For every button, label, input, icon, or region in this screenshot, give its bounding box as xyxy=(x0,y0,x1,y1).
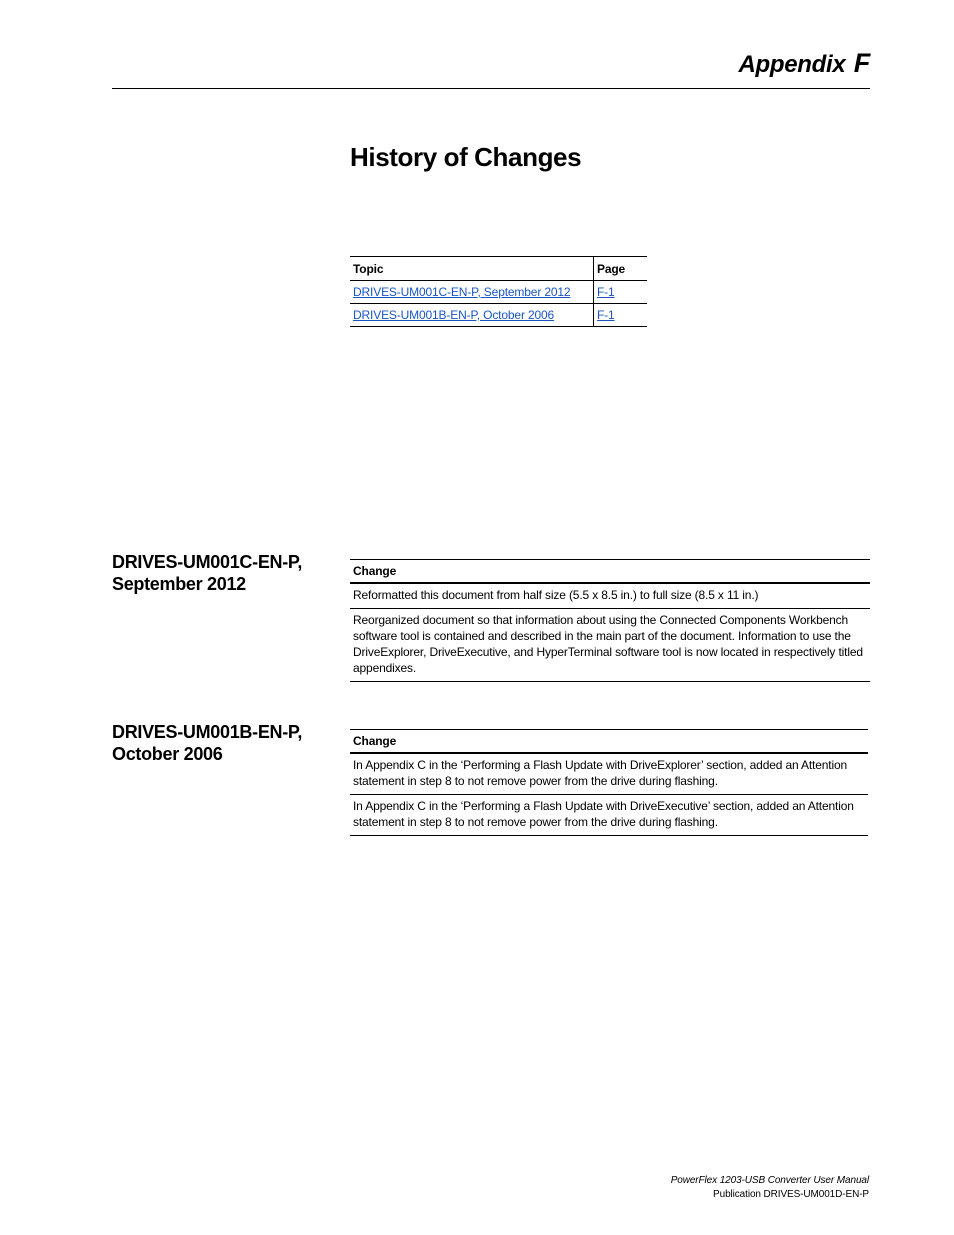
section-heading-line1: DRIVES-UM001B-EN-P, xyxy=(112,722,303,742)
change-column-header: Change xyxy=(350,560,870,584)
section-heading-um001c xyxy=(112,551,332,595)
page-title: History of Changes xyxy=(350,142,582,172)
table-row xyxy=(350,609,870,682)
section-heading-line2: September 2012 xyxy=(112,574,246,594)
table-row xyxy=(350,281,647,304)
section-heading-line1: DRIVES-UM001C-EN-P, xyxy=(112,552,303,572)
topic-column-header: Topic xyxy=(350,257,594,281)
page-link-um001b[interactable]: F-1 xyxy=(597,308,615,322)
table-row xyxy=(350,304,647,327)
change-table-um001b xyxy=(350,729,868,836)
appendix-heading xyxy=(738,48,870,79)
change-table-um001c xyxy=(350,559,870,682)
change-column-header: Change xyxy=(350,730,868,754)
topic-link-um001c[interactable]: DRIVES-UM001C-EN-P, September 2012 xyxy=(353,285,571,299)
page-column-header: Page xyxy=(594,257,648,281)
appendix-word: Appendix xyxy=(738,51,846,78)
topic-link-um001b[interactable]: DRIVES-UM001B-EN-P, October 2006 xyxy=(353,308,555,322)
section-heading-um001b xyxy=(112,721,332,765)
change-entry: In Appendix C in the ‘Performing a Flash Update with DriveExecutive’ section, added an Attention statement in step 8 to not remove power from the drive during flashing. xyxy=(350,795,868,836)
change-entry: In Appendix C in the ‘Performing a Flash Update with DriveExplorer’ section, added an Attention statement in step 8 to not remove power from the drive during flashing. xyxy=(350,753,868,795)
appendix-letter: F xyxy=(853,48,870,78)
page-link-um001c[interactable]: F-1 xyxy=(597,285,615,299)
table-row xyxy=(350,583,870,609)
footer-manual-title: PowerFlex 1203-USB Converter User Manual xyxy=(670,1175,869,1186)
section-heading-line2: October 2006 xyxy=(112,744,223,764)
change-entry: Reorganized document so that information about using the Connected Components Workbench software tool is contained and described in the main part of the document. Information to use the DriveExplorer, DriveExecutive, and HyperTerminal software tool is now located in respectively titled appendixes. xyxy=(350,609,870,682)
change-entry: Reformatted this document from half size (5.5 x 8.5 in.) to full size (8.5 x 11 in.) xyxy=(350,583,870,609)
topic-table-header-row xyxy=(350,257,647,281)
header-divider xyxy=(112,88,870,89)
topic-table xyxy=(350,256,647,327)
table-row xyxy=(350,795,868,836)
footer-publication: Publication DRIVES-UM001D-EN-P xyxy=(713,1189,869,1200)
table-row xyxy=(350,753,868,795)
